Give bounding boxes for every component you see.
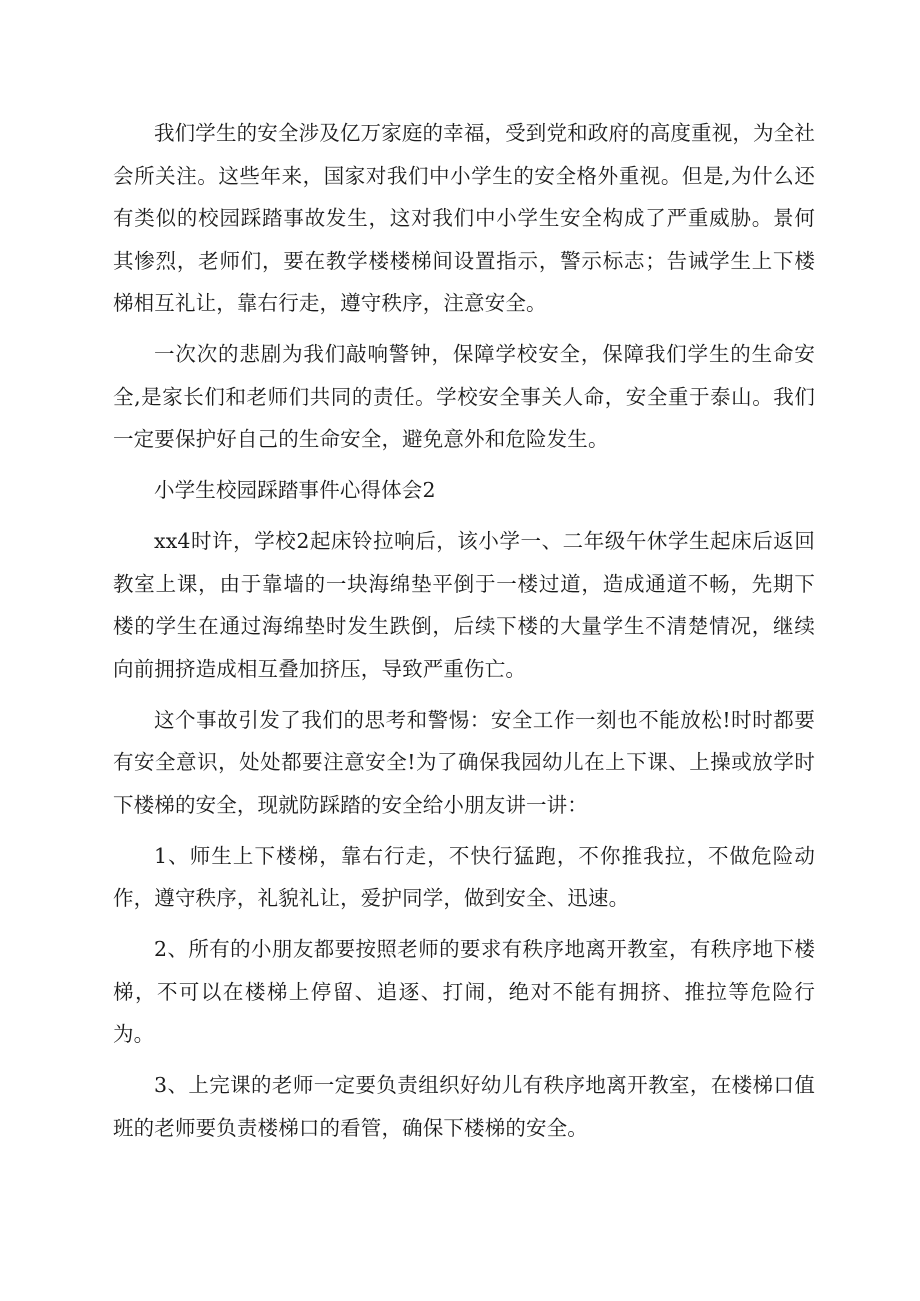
section-heading: 小学生校园踩踏事件心得体会2 <box>154 478 436 502</box>
paragraph-reflection: 这个事故引发了我们的思考和警惕：安全工作一刻也不能放松!时时都要有安全意识，处处都要注意安全!为了确保我园幼儿在上下课、上操或放学时下楼梯的安全，现就防踩踏的安全给小朋友讲一讲： <box>113 707 815 817</box>
paragraph-incident-description: xx4时许，学校2起床铃拉响后，该小学一、二年级午休学生起床后返回教室上课，由于靠墙的一块海绵垫平倒于一楼过道，造成通道不畅，先期下楼的学生在通过海绵垫时发生跌倒，后续下楼的大量学生不清楚情况，继续向前拥挤造成相互叠加挤压，导致严重伤亡。 <box>113 529 815 681</box>
list-item-rule-2: 2、所有的小朋友都要按照老师的要求有秩序地离开教室，有秩序地下楼梯，不可以在楼梯上停留、追逐、打闹，绝对不能有拥挤、推拉等危险行为。 <box>113 937 815 1046</box>
list-item-rule-3: 3、上完课的老师一定要负责组织好幼儿有秩序地离开教室，在楼梯口值班的老师要负责楼梯口的看管，确保下楼梯的安全。 <box>113 1073 815 1140</box>
document-body <box>113 112 815 1158</box>
list-item-rule-1: 1、师生上下楼梯，靠右行走，不快行猛跑，不你推我拉，不做危险动作，遵守秩序，礼貌礼让，爱护同学，做到安全、迅速。 <box>113 843 815 910</box>
paragraph-tragedy-warning: 一次次的悲剧为我们敲响警钟，保障学校安全，保障我们学生的生命安全,是家长们和老师们共同的责任。学校安全事关人命，安全重于泰山。我们一定要保护好自己的生命安全，避免意外和危险发生。 <box>113 342 815 451</box>
paragraph-safety-importance: 我们学生的安全涉及亿万家庭的幸福，受到党和政府的高度重视，为全社会所关注。这些年来，国家对我们中小学生的安全格外重视。但是,为什么还有类似的校园踩踏事故发生，这对我们中小学生安全构成了严重威胁。景何其惨烈，老师们，要在教学楼楼梯间设置指示，警示标志；告诫学生上下楼梯相互礼让，靠右行走，遵守秩序，注意安全。 <box>113 121 815 315</box>
